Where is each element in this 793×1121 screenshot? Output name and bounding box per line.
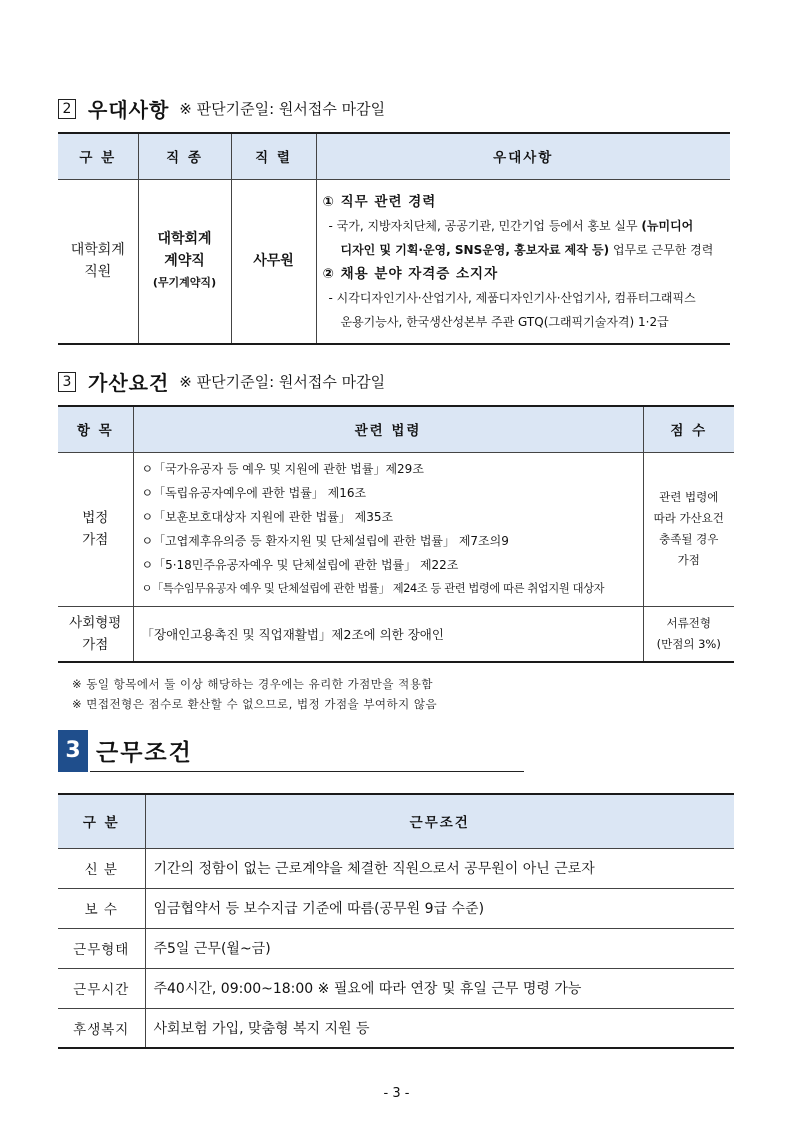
section-title: 근무조건 xyxy=(96,740,193,766)
section-number-box: 3 xyxy=(58,372,76,392)
law-item: ㅇ「보훈보호대상자 지원에 관한 법률」 제35조 xyxy=(141,510,394,524)
row-value: 임금협약서 등 보수지급 기준에 따름(공무원 9급 수준) xyxy=(145,888,734,928)
row-value: 주5일 근무(월~금) xyxy=(145,928,734,968)
page-number: - 3 - xyxy=(383,1086,410,1101)
legal-bonus-score-cell xyxy=(643,452,734,606)
header-category: 구 분 xyxy=(58,133,138,179)
preference-item-1-desc-line2: 디자인 및 기획·운영, SNS운영, 홍보자료 제작 등) 업무로 근무한 경력 xyxy=(340,243,714,258)
legal-bonus-label: 법정 가점 xyxy=(82,510,109,548)
law-item: ㅇ「5·18민주유공자예우 및 단체설립에 관한 법률」 제22조 xyxy=(141,558,459,572)
section-title: 가산요건 xyxy=(88,371,170,395)
preference-item-1-title: ① 직무 관련 경력 xyxy=(322,194,437,211)
job-type-sub: (무기계약직) xyxy=(152,276,217,290)
section-note: ※ 판단기준일: 원서접수 마감일 xyxy=(179,100,386,118)
footnote-1: ※ 동일 항목에서 둘 이상 해당하는 경우에는 유리한 가점만을 적용함 xyxy=(72,677,433,691)
header-job-series: 직 렬 xyxy=(231,133,316,179)
section-2-heading xyxy=(58,94,385,123)
table-row xyxy=(58,848,734,888)
preference-item-2-desc-line2: 운용기능사, 한국생산성본부 주관 GTQ(그래픽기술자격) 1·2급 xyxy=(340,315,669,330)
work-conditions-heading xyxy=(58,730,524,772)
section-number-badge: 3 xyxy=(58,730,88,772)
section-title: 우대사항 xyxy=(88,98,170,122)
table-row xyxy=(58,968,734,1008)
bonus-section-heading xyxy=(58,367,385,396)
social-bonus-law: 「장애인고용촉진 및 직업재활법」제2조에 의한 장애인 xyxy=(133,606,643,662)
header-conditions: 근무조건 xyxy=(145,794,734,848)
law-item: ㅇ「국가유공자 등 예우 및 지원에 관한 법률」제29조 xyxy=(141,462,424,476)
row-label: 신 분 xyxy=(58,848,145,888)
row-value: 기간의 정함이 없는 근로계약을 체결한 직원으로서 공무원이 아닌 근로자 xyxy=(145,848,734,888)
social-bonus-label-cell xyxy=(58,606,133,662)
preference-table xyxy=(58,132,730,345)
category-cell xyxy=(58,179,138,344)
row-label: 후생복지 xyxy=(58,1008,145,1048)
law-item: ㅇ「특수임무유공자 예우 및 단체설립에 관한 법률」 제24조 등 관련 법령에 따른 취업지원 대상자 xyxy=(141,582,605,595)
category-label: 대학회계 직원 xyxy=(70,242,125,281)
header-score: 점 수 xyxy=(643,406,734,452)
preference-item-2-title: ② 채용 분야 자격증 소지자 xyxy=(322,266,499,283)
social-bonus-score-cell: 서류전형 (만점의 3%) xyxy=(643,606,734,662)
row-label: 근무시간 xyxy=(58,968,145,1008)
header-job-type: 직 종 xyxy=(138,133,231,179)
heading-underline xyxy=(90,771,524,772)
legal-bonus-score: 관련 법령에 따라 가산요건 충족될 경우 가점 xyxy=(653,490,724,567)
row-value: 사회보험 가입, 맞춤형 복지 지원 등 xyxy=(145,1008,734,1048)
legal-bonus-label-cell xyxy=(58,452,133,606)
social-bonus-label: 사회형평 가점 xyxy=(69,614,122,653)
header-category: 구 분 xyxy=(58,794,145,848)
work-conditions-table xyxy=(58,793,734,1049)
law-item: ㅇ「고엽제후유의증 등 환자지원 및 단체설립에 관한 법률」 제7조의9 xyxy=(141,534,509,548)
row-label: 근무형태 xyxy=(58,928,145,968)
row-label: 보 수 xyxy=(58,888,145,928)
footnote-2: ※ 면접전형은 점수로 환산할 수 없으므로, 법정 가점을 부여하지 않음 xyxy=(72,697,438,711)
table-row xyxy=(58,928,734,968)
legal-bonus-law-list xyxy=(133,452,643,606)
table-row xyxy=(58,888,734,928)
bonus-table xyxy=(58,405,734,663)
job-type-cell xyxy=(138,179,231,344)
law-item: ㅇ「독립유공자예우에 관한 법률」 제16조 xyxy=(141,486,367,500)
section-number-box: 2 xyxy=(58,99,76,119)
row-value: 주40시간, 09:00~18:00 ※ 필요에 따라 연장 및 휴일 근무 명령 가능 xyxy=(145,968,734,1008)
header-law: 관련 법령 xyxy=(133,406,643,452)
job-series-cell: 사무원 xyxy=(231,179,316,344)
table-row xyxy=(58,1008,734,1048)
section-note: ※ 판단기준일: 원서접수 마감일 xyxy=(179,373,386,391)
preference-content xyxy=(316,179,730,344)
header-item: 항 목 xyxy=(58,406,133,452)
preference-item-1-desc-line1: - 국가, 지방자치단체, 공공기관, 민간기업 등에서 홍보 실무 (뉴미디어 xyxy=(328,219,694,234)
preference-item-2-desc-line1: - 시각디자인기사·산업기사, 제품디자인기사·산업기사, 컴퓨터그래픽스 xyxy=(328,291,696,306)
job-type-label: 대학회계 계약직 xyxy=(157,231,212,270)
header-preference: 우대사항 xyxy=(316,133,730,179)
